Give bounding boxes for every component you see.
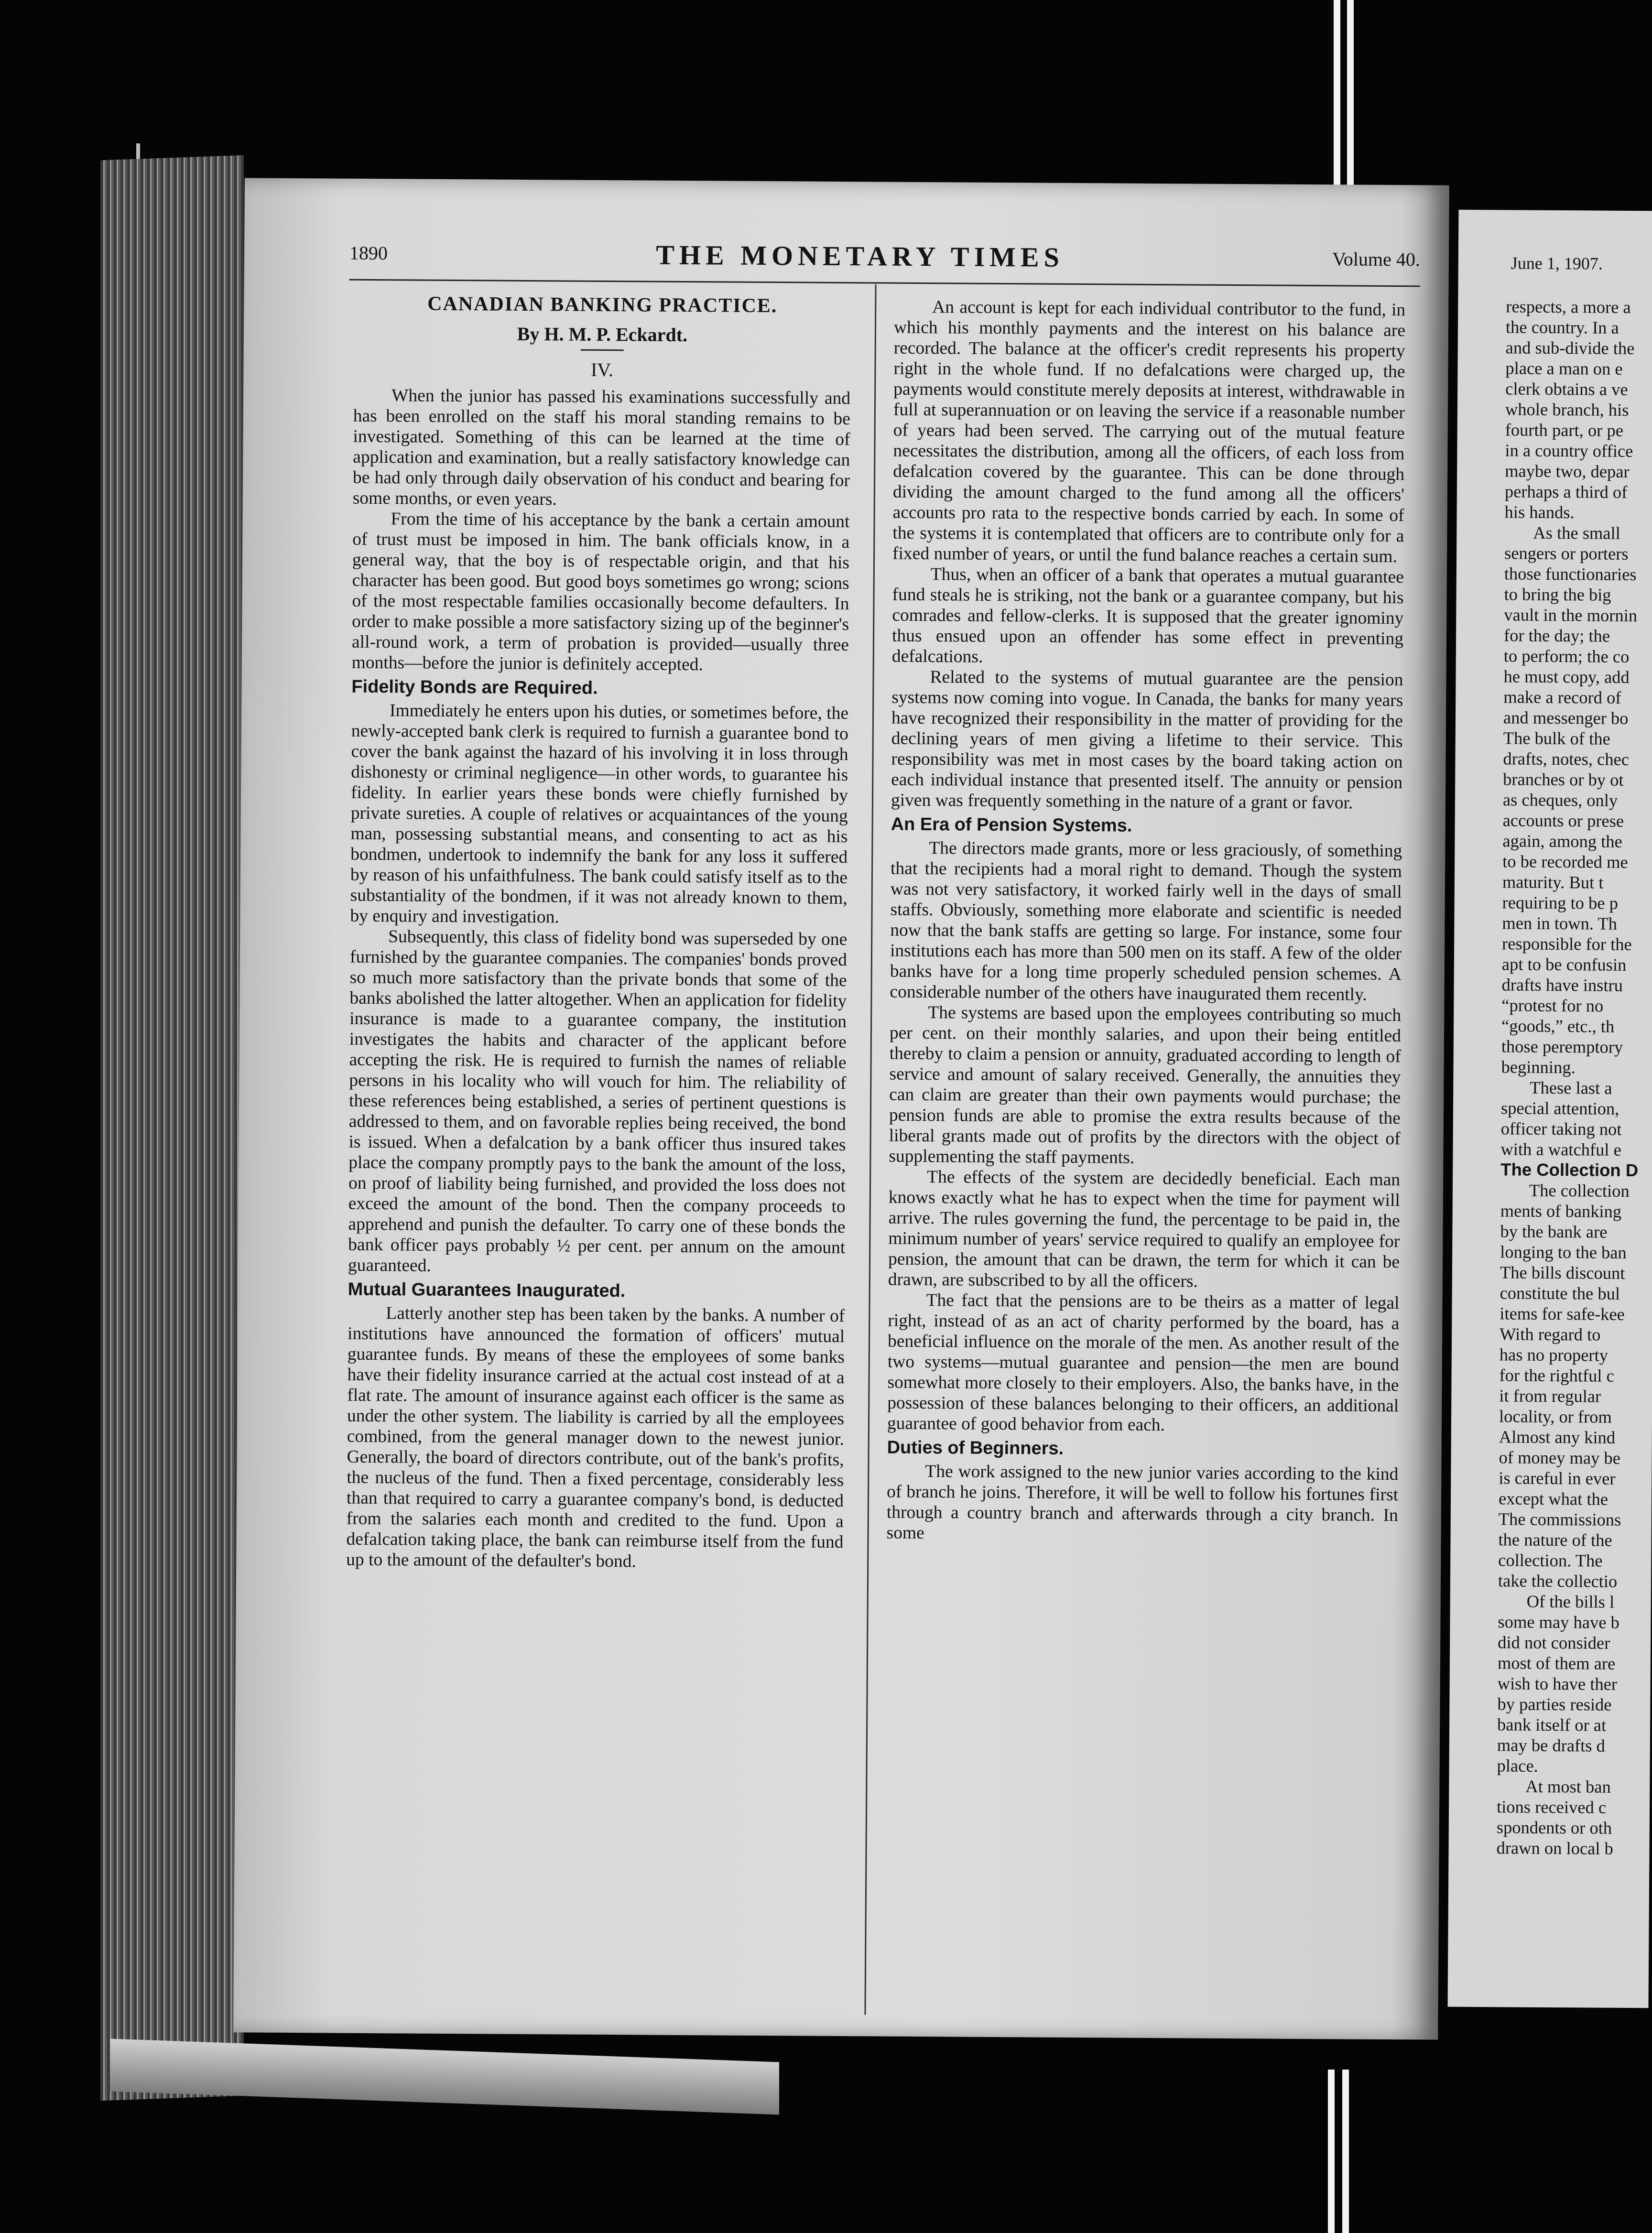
adjacent-text-line: except what the [1498, 1488, 1609, 1509]
right-column-body [886, 297, 1405, 1546]
article-part: IV. [590, 358, 614, 381]
adjacent-text-line: maturity. But t [1502, 872, 1604, 892]
adjacent-text-line: is careful in ever [1499, 1468, 1616, 1488]
adjacent-text-line: to bring the big [1504, 584, 1611, 605]
adjacent-text-line: tions received c [1496, 1797, 1607, 1817]
adjacent-text-line: The collection [1529, 1180, 1630, 1201]
adjacent-text-line: Almost any kind [1499, 1427, 1616, 1447]
adjacent-text-line: locality, or from [1499, 1406, 1612, 1427]
adjacent-text-line: take the collectio [1498, 1571, 1618, 1591]
left-column [346, 293, 851, 1573]
adjacent-text-line: The commissions [1498, 1509, 1621, 1529]
adjacent-text-line: place a man on e [1505, 358, 1623, 379]
adjacent-text-line: perhaps a third of [1504, 481, 1628, 502]
adjacent-text-line: Of the bills l [1526, 1591, 1615, 1612]
film-mark-bottom-2 [1342, 2070, 1349, 2233]
adjacent-text-line: officer taking not [1500, 1118, 1622, 1139]
paragraph: Immediately he enters upon his duties, or sometimes before, the newly-accepted bank clerk is required to furnish a guarantee bond to cover the bank against the hazard of his involving it in loss through dishonesty or criminal negligence—in other words, to guarantee his fidelity. In earlier years these bonds were chiefly furnished by private sureties. A couple of relatives or acquaintances of the young man, possessing substantial means, and consenting to act as his bondmen, undertook to indemnify the bank for any loss it suffered by reason of his unfaithfulness. The bank could satisfy itself as to the substantiality of the bondmen, if it was not already known to them, by enquiry and investigation. [350, 701, 849, 927]
adjacent-text-line: did not consider [1498, 1632, 1610, 1653]
adjacent-text-line: vault in the mornin [1504, 605, 1638, 626]
adjacent-text-line: by the bank are [1500, 1221, 1608, 1242]
section-heading: Duties of Beginners. [887, 1437, 1064, 1459]
right-column [886, 297, 1405, 1546]
article-byline: By H. M. P. Eckardt. [517, 323, 688, 346]
adjacent-text-line: With regard to [1499, 1324, 1601, 1344]
adjacent-text-line: special attention, [1500, 1098, 1619, 1118]
adjacent-text-line: bank itself or at [1497, 1714, 1607, 1735]
paragraph: Subsequently, this class of fidelity bond was superseded by one furnished by the guarantee companies. The companies' bonds proved so much more satisfactory than the private bonds that some of the banks abolished the latter altogether. When an application for fidelity insurance is made to a guarantee company, the institution investigates the habits and character of the applicant before accepting the risk. He is required to furnish the names of reliable persons in his locality who will vouch for him. The reliability of these references being established, a series of pertinent questions is addressed to them, and on favorable replies being received, the bond is issued. When a defalcation by a bank officer thus insured takes place the company promptly pays to the bank the amount of the loss, on proof of liability being furnished, and provided the loss does not exceed the amount of the bond. Then the company proceeds to apprehend and punish the defaulter. To carry one of these bonds the bank officer pays probably ½ per cent. per annum on the amount guaranteed. [348, 927, 848, 1276]
adjacent-text-line: and sub-divide the [1505, 337, 1635, 358]
paragraph: The directors made grants, more or less graciously, of something that the recipients had a moral right to demand. Though the system was not very satisfactory, it worked fairly well in the days of small staffs. Obviously, something more elaborate and scientific is needed now that the bank staffs are getting so large. For instance, some four institutions each has more than 500 men on its staff. A few of the older banks have for a long time properly scheduled pension schemes. A considerable number of the others have inaugurated them recently. [890, 838, 1402, 1005]
paragraph: Latterly another step has been taken by the banks. A number of institutions have announced the formation of officers' mutual guarantee funds. By means of these the employees of some banks have their fidelity insurance carried at the actual cost instead of at a flat rate. The amount of insurance against each officer is the same as under the other system. The liability is carried by all the employees combined, from the general manager down to the newest junior. Generally, the board of directors contribute, out of the bank's profits, the nucleus of the fund. Then a fixed percentage, considerably less than that required to carry a guarantee company's bond, is deducted from the salaries each month and credited to the fund. Upon a defalcation taking place, the bank can reimburse itself from the fund up to the amount of the defaulter's bond. [346, 1303, 845, 1572]
film-mark-bottom-1 [1328, 2070, 1335, 2233]
volume-label: Volume 40. [1332, 248, 1421, 270]
paragraph: The effects of the system are decidedly beneficial. Each man knows exactly what he has to expect when the time for payment will arrive. The rules governing the fund, the percentage to be paid in, the minimum number of years' service required to qualify an employee for pension, the amount that can be drawn, the term for which it can be drawn, are subscribed to by all the officers. [888, 1167, 1401, 1291]
adjacent-page-column [1496, 296, 1652, 1859]
book-page-edges [100, 155, 244, 2101]
adjacent-text-line: whole branch, his [1505, 399, 1629, 420]
adjacent-text-line: of money may be [1499, 1447, 1621, 1468]
adjacent-text-line: his hands. [1504, 502, 1575, 522]
adjacent-text-line: fourth part, or pe [1505, 420, 1624, 440]
adjacent-text-line: sengers or porters [1504, 543, 1629, 564]
adjacent-text-line: to perform; the co [1503, 646, 1630, 666]
adjacent-text-line: those functionaries [1504, 564, 1637, 585]
page-header [349, 231, 1421, 281]
adjacent-text-line: The bills discount [1500, 1262, 1625, 1283]
adjacent-text-line: constitute the bul [1500, 1283, 1620, 1303]
adjacent-text-line: spondents or oth [1496, 1817, 1612, 1838]
adjacent-text-line: with a watchful e [1500, 1139, 1621, 1160]
newspaper-page [233, 178, 1449, 2039]
adjacent-text-line: As the small [1533, 522, 1620, 543]
adjacent-text-line: accounts or prese [1502, 810, 1624, 831]
adjacent-text-line: collection. The [1498, 1550, 1603, 1571]
adjacent-text-line: wish to have ther [1497, 1673, 1618, 1694]
paragraph: Related to the systems of mutual guarantee are the pension systems now coming into vogue. In Canada, the banks for many years have recognized their responsibility in the matter of providing for the declining years of men giving a lifetime to their service. This responsibility was met in most cases by the board taking action on each individual instance that presented itself. The annuity or pension given was frequently something in the nature of a grant or favor. [891, 667, 1403, 813]
film-mark-top-1 [1334, 0, 1340, 191]
adjacent-text-line: apt to be confusin [1501, 954, 1627, 975]
paragraph: The fact that the pensions are to be theirs as a matter of legal right, instead of as an act of charity performed by the board, has a beneficial influence on the morale of the men. As another result of the two systems—mutual guarantee and pension—the men are bound somewhat more closely to their employers. Also, the banks have, in the possession of these balances belonging to their officers, an additional guarantee of good behavior from each. [887, 1290, 1400, 1435]
paragraph: When the junior has passed his examinations successfully and has been enrolled on the staff his moral standing remains to be investigated. Something of this can be learned at the time of application and examination, but a really satisfactory knowledge can be had only through daily observation of his conduct and bearing for some months, or even years. [352, 386, 851, 509]
adjacent-text-line: maybe two, depar [1505, 461, 1630, 481]
book-bottom-edge [110, 2039, 779, 2115]
adjacent-text-line: men in town. Th [1502, 913, 1618, 933]
adjacent-text-line: he must copy, add [1503, 666, 1630, 687]
adjacent-text-line: items for safe-kee [1500, 1303, 1625, 1324]
adjacent-text-line: beginning. [1501, 1057, 1576, 1077]
adjacent-text-line: the country. In a [1505, 317, 1619, 337]
article-title: CANADIAN BANKING PRACTICE. [427, 293, 778, 317]
paragraph: The work assigned to the new junior varies according to the kind of branch he joins. Therefore, it will be well to follow his fortunes first through a country branch and afterwards through a city branch. In some [886, 1462, 1399, 1543]
adjacent-text-line: The bulk of the [1503, 728, 1610, 748]
adjacent-text-line: “protest for no [1501, 995, 1604, 1016]
adjacent-text-line: for the rightful c [1499, 1365, 1614, 1386]
adjacent-text-line: again, among the [1502, 831, 1622, 851]
adjacent-text-line: respects, a more a [1506, 296, 1631, 317]
adjacent-text-line: most of them are [1497, 1653, 1616, 1673]
paragraph: Thus, when an officer of a bank that operates a mutual guarantee fund steals he is striking, not the bank or a guarantee company, but his comrades and fellow-clerks. It is supposed that the greater ignominy thus ensued upon an offender has some effect in preventing defalcations. [891, 564, 1404, 667]
adjacent-text-line: place. [1497, 1756, 1538, 1776]
section-heading: Mutual Guarantees Inaugurated. [348, 1279, 626, 1301]
paragraph: The systems are based upon the employees contributing so much per cent. on their monthly salaries, and upon their being entitled thereby to claim a pension or annuity, graduated according to length of service and amount of salary received. Generally, the annuities they can claim are greater than their own payments would purchase; the pension funds are able to promise the extra results because of the liberal grants made out of profits by the directors with the object of supplementing the staff payments. [889, 1003, 1402, 1168]
film-mark-top-2 [1347, 0, 1354, 191]
adjacent-text-line: make a record of [1503, 687, 1621, 707]
adjacent-text-line: These last a [1530, 1077, 1612, 1098]
adjacent-text-line: requiring to be p [1502, 892, 1619, 913]
adjacent-text-line: At most ban [1525, 1776, 1611, 1797]
left-column-body [346, 385, 850, 1573]
adjacent-text-line: those peremptory [1501, 1036, 1623, 1057]
adjacent-text-line: drafts, notes, chec [1503, 748, 1630, 769]
adjacent-text-line: the nature of the [1498, 1529, 1612, 1550]
column-divider [864, 284, 876, 2015]
adjacent-page-fragment [1448, 210, 1652, 2008]
adjacent-text-line: in a country office [1505, 440, 1633, 461]
paragraph: From the time of his acceptance by the bank a certain amount of trust must be imposed in him. The bank officials know, in a general way, that the boy is of respectable origin, and that his character has been good. But good boys sometimes go wrong; scions of the most respectable families occasionally become defaulters. In order to make possible a more satisfactory sizing up of the beginner's all-round work, a term of probation is provided—usually three months—before the junior is definitely accepted. [351, 509, 850, 675]
adjacent-page-date: June 1, 1907. [1511, 253, 1603, 273]
header-rule [349, 279, 1420, 287]
adjacent-section-heading: The Collection D [1500, 1160, 1639, 1181]
adjacent-text-line: drawn on local b [1496, 1838, 1613, 1858]
section-heading: An Era of Pension Systems. [891, 814, 1132, 836]
adjacent-text-line: for the day; the [1503, 625, 1610, 646]
journal-title: THE MONETARY TIMES [656, 239, 1065, 273]
byline-rule [581, 349, 624, 351]
page-number: 1890 [349, 242, 388, 264]
adjacent-text-line: as cheques, only [1502, 790, 1618, 810]
adjacent-text-line: branches or by ot [1503, 769, 1624, 790]
section-heading: Fidelity Bonds are Required. [351, 676, 598, 698]
adjacent-text-line: clerk obtains a ve [1505, 379, 1628, 399]
adjacent-text-line: “goods,” etc., th [1501, 1016, 1615, 1036]
adjacent-text-line: may be drafts d [1497, 1735, 1606, 1756]
adjacent-text-line: drafts have instru [1501, 975, 1623, 995]
adjacent-text-line: and messenger bo [1503, 707, 1629, 728]
adjacent-text-line: longing to the ban [1500, 1242, 1627, 1262]
adjacent-text-line: by parties reside [1497, 1694, 1612, 1714]
adjacent-text-line: responsible for the [1501, 933, 1632, 954]
adjacent-text-line: it from regular [1499, 1386, 1601, 1406]
adjacent-text-line: has no property [1499, 1344, 1609, 1365]
adjacent-text-line: to be recorded me [1502, 851, 1628, 872]
adjacent-text-line: some may have b [1498, 1612, 1619, 1632]
paragraph: An account is kept for each individual contributor to the fund, in which his monthly payments and the interest on his balance are recorded. The balance at the officer's credit represents his property right in the whole fund. If no defalcations were charged up, the payments would constitute merely deposits at interest, withdrawable in full at superannuation or on leaving the service if a reasonable number of years had been served. The carrying out of the mutual feature necessitates the distribution, among all the officers, of each loss from defalcation covered by the guarantee. This can be done through dividing the amount charged to the fund among all the officers' accounts pro rata to the respective bonds carried by each. In some of the systems it is contemplated that officers are to contribute only for a fixed number of years, or until the fund balance reaches a certain sum. [892, 297, 1406, 567]
adjacent-text-line: ments of banking [1500, 1201, 1622, 1221]
